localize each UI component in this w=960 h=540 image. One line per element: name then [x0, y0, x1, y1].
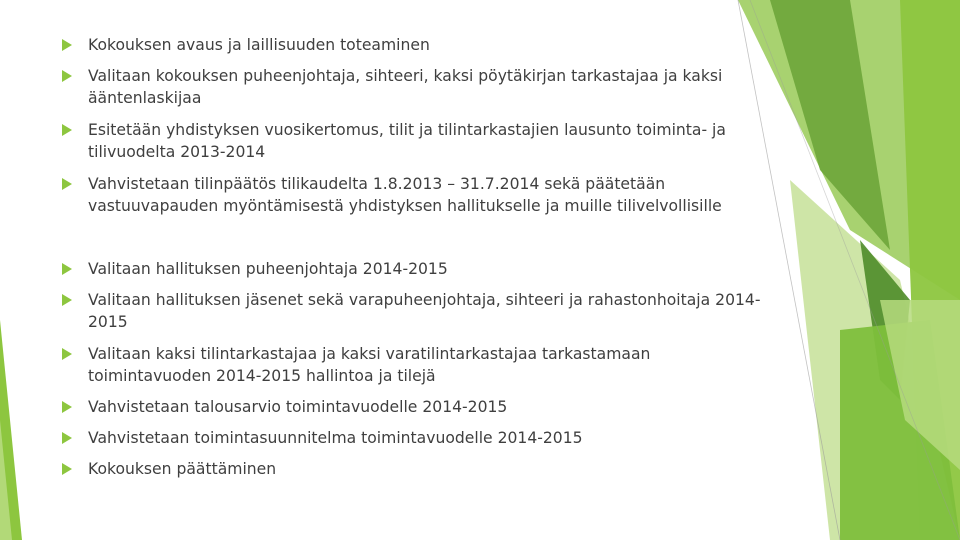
agenda-item [62, 34, 430, 56]
bullet-arrow-icon [62, 39, 72, 51]
agenda-item-text: Vahvistetaan talousarvio toimintavuodelle 2014-2015 [88, 398, 508, 416]
bullet-arrow-icon [62, 432, 72, 444]
bullet-arrow-icon [62, 70, 72, 82]
agenda-item-text: Valitaan kaksi tilintarkastajaa ja kaksi varatilintarkastajaa tarkastamaan toimintavuoden 2014-2015 hallintoa ja tilejä [88, 345, 651, 385]
agenda-item [62, 396, 507, 418]
agenda-item [62, 258, 448, 280]
agenda-item-text: Vahvistetaan tilinpäätös tilikaudelta 1.8.2013 – 31.7.2014 sekä päätetään vastuuvapauden myöntämisestä yhdistyksen hallitukselle ja muille tilivelvollisille [88, 175, 722, 215]
agenda-item [62, 173, 778, 217]
bullet-arrow-icon [62, 124, 72, 136]
bullet-arrow-icon [62, 463, 72, 475]
agenda-item-text: Kokouksen päättäminen [88, 460, 277, 478]
agenda-item-text: Vahvistetaan toimintasuunnitelma toimintavuodelle 2014-2015 [88, 429, 583, 447]
agenda-item [62, 65, 778, 109]
agenda-item-text: Kokouksen avaus ja laillisuuden toteaminen [88, 36, 430, 54]
agenda-item-text: Valitaan kokouksen puheenjohtaja, sihteeri, kaksi pöytäkirjan tarkastajaa ja kaksi ääntenlaskijaa [88, 67, 723, 107]
agenda-item-text: Esitetään yhdistyksen vuosikertomus, tilit ja tilintarkastajien lausunto toiminta- ja tilivuodelta 2013-2014 [88, 121, 726, 161]
bullet-arrow-icon [62, 178, 72, 190]
agenda-item [62, 343, 778, 387]
agenda-item [62, 427, 583, 449]
agenda-item-text: Valitaan hallituksen jäsenet sekä varapuheenjohtaja, sihteeri ja rahastonhoitaja 2014-2015 [88, 291, 761, 331]
bullet-arrow-icon [62, 294, 72, 306]
agenda-item [62, 289, 778, 333]
agenda-item-text: Valitaan hallituksen puheenjohtaja 2014-2015 [88, 260, 448, 278]
bullet-arrow-icon [62, 263, 72, 275]
agenda-item [62, 458, 276, 480]
bullet-arrow-icon [62, 401, 72, 413]
bullet-arrow-icon [62, 348, 72, 360]
agenda-item [62, 119, 778, 163]
